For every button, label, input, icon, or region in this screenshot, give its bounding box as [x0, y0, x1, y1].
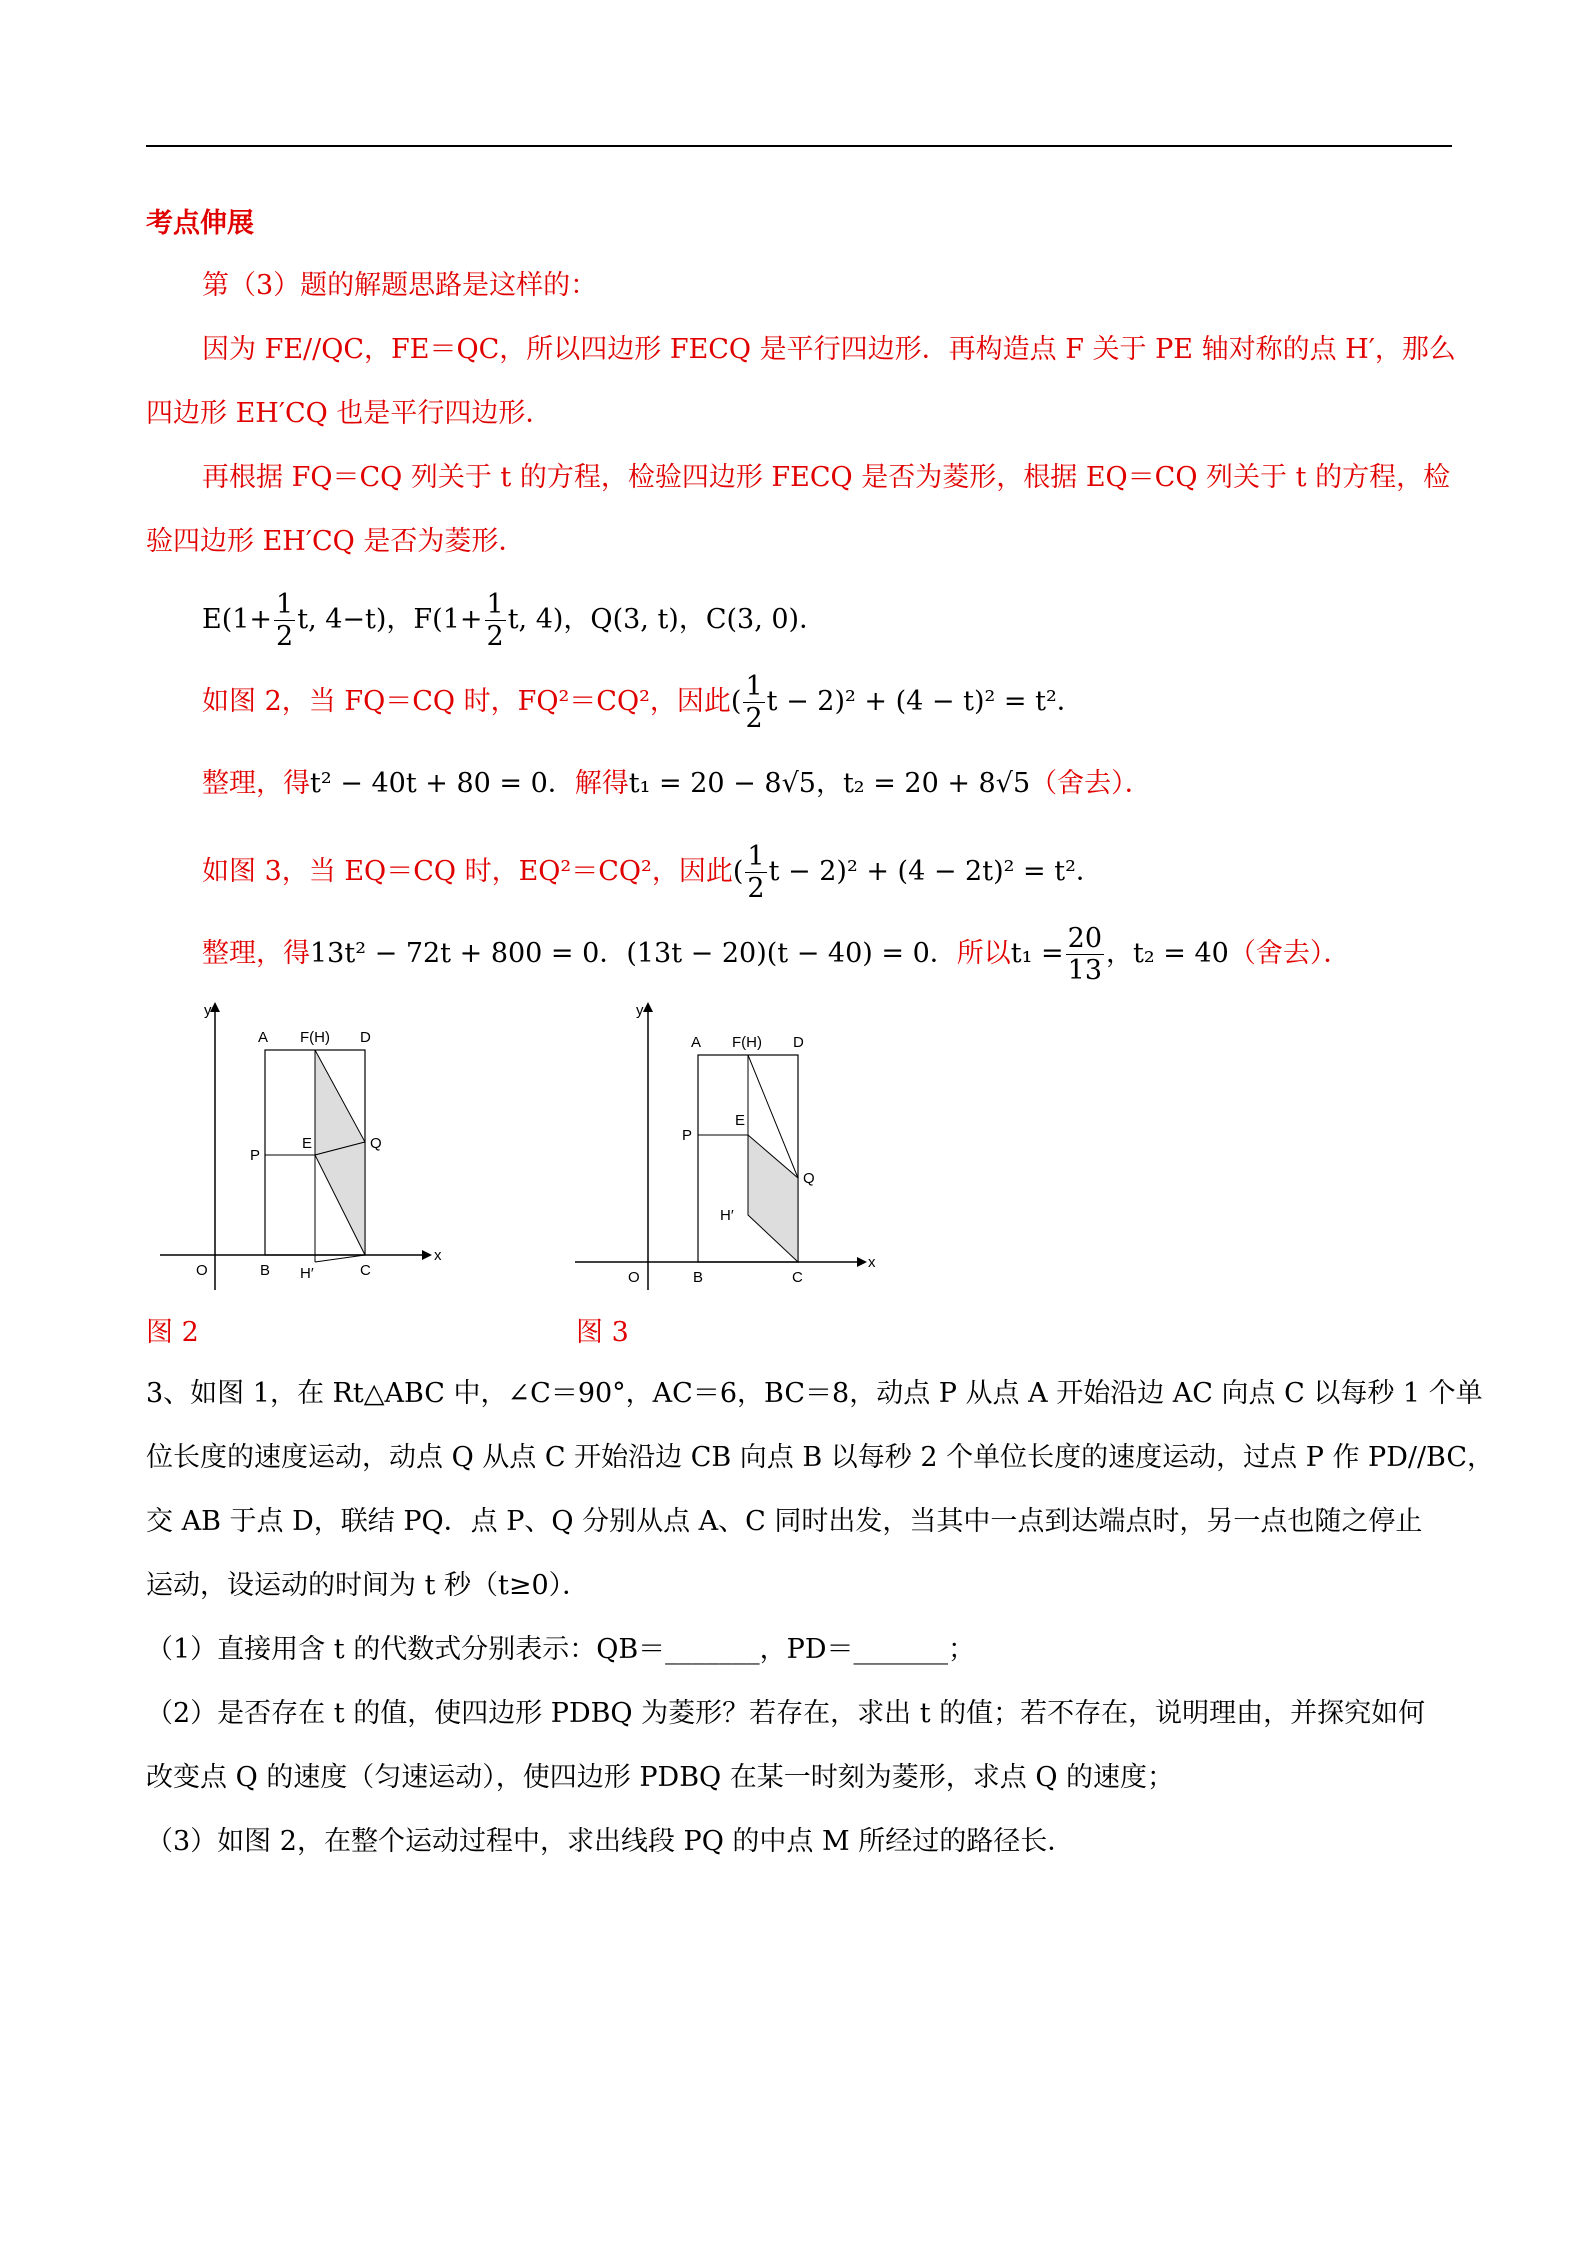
label-y: y — [636, 1002, 644, 1019]
label-hprime: H′ — [300, 1265, 314, 1282]
triangle-feq — [315, 1050, 365, 1155]
text-line-5: 验四边形 EH′CQ 是否为菱形． — [146, 526, 526, 557]
fraction-denominator: 2 — [486, 621, 504, 652]
fraction-numerator: 20 — [1067, 923, 1103, 954]
label-hprime: H′ — [720, 1207, 734, 1224]
label-d: D — [793, 1034, 804, 1051]
discard-text: （舍去）． — [1030, 768, 1152, 799]
problem-line-4: 运动，设运动的时间为 t 秒（t≥0）． — [146, 1570, 590, 1601]
label-fh: F(H) — [732, 1034, 762, 1051]
header-rule — [146, 145, 1452, 147]
problem-line-2: 位长度的速度运动，动点 Q 从点 C 开始沿边 CB 向点 B 以每秒 2 个单位长度的速度运动，过点 P 作 PD//BC， — [146, 1442, 1495, 1473]
label-q: Q — [803, 1170, 815, 1187]
y-axis-arrow — [643, 1002, 653, 1012]
coordinates-line — [202, 590, 826, 650]
solution-line-2 — [202, 924, 1350, 984]
label-q: Q — [370, 1135, 382, 1152]
label-c: C — [792, 1269, 803, 1286]
figure-2-diagram — [150, 1000, 450, 1300]
paren-open: ( — [730, 686, 742, 717]
label-d: D — [360, 1029, 371, 1046]
label-a: A — [691, 1034, 702, 1051]
label-b: B — [693, 1269, 704, 1286]
fraction-numerator: 1 — [486, 589, 504, 620]
roots-1: t₁ = 20 − 8√5，t₂ = 20 + 8√5 — [628, 768, 1031, 799]
fraction-denominator: 13 — [1067, 955, 1103, 986]
label-p: P — [250, 1147, 261, 1164]
parallelogram-ehcq — [748, 1135, 798, 1262]
root-2: ，t₂ = 40 — [1106, 938, 1229, 969]
y-axis-arrow — [210, 1002, 220, 1012]
fraction-numerator: 1 — [747, 841, 765, 872]
solve-text: 解得 — [574, 768, 629, 799]
figure-3-caption: 图 3 — [576, 1317, 629, 1348]
quadratic-1: t² − 40t + 80 = 0． — [310, 768, 575, 799]
discard-text: （舍去）． — [1228, 938, 1351, 969]
question-2-line-1: （2）是否存在 t 的值，使四边形 PDBQ 为菱形？若存在，求出 t 的值；若不存在，说明理由，并探究如何 — [146, 1698, 1426, 1729]
fraction-half — [274, 591, 295, 650]
fig3-condition-text: 如图 3，当 EQ＝CQ 时，EQ²＝CQ²，因此 — [202, 856, 733, 887]
label-a: A — [258, 1029, 269, 1046]
line-hc — [315, 1255, 365, 1262]
label-x: x — [868, 1254, 876, 1271]
arrange-text: 整理，得 — [202, 768, 310, 799]
section-heading: 考点伸展 — [146, 208, 254, 239]
fig2-equation: t − 2)² + (4 − t)² = t²． — [766, 686, 1084, 717]
root-label: t₁ = — [1010, 938, 1064, 969]
label-o: O — [196, 1262, 208, 1279]
coord-rest: t, 4)，Q(3, t)，C(3, 0)． — [507, 604, 827, 635]
label-p: P — [682, 1127, 693, 1144]
solution-line-1 — [202, 764, 1152, 804]
coord-e-start: E(1+ — [202, 604, 273, 635]
fig3-equation-line — [202, 842, 1103, 902]
fraction-half — [743, 673, 764, 732]
text-line-2: 因为 FE//QC，FE＝QC，所以四边形 FECQ 是平行四边形．再构造点 F 关于 PE 轴对称的点 H′，那么 — [202, 334, 1456, 365]
question-1: （1）直接用含 t 的代数式分别表示：QB＝_______，PD＝_______； — [146, 1634, 975, 1665]
text-line-3: 四边形 EH′CQ 也是平行四边形． — [146, 398, 553, 429]
x-axis-arrow — [422, 1250, 432, 1260]
figure-3-diagram — [570, 1000, 890, 1300]
label-e: E — [302, 1135, 313, 1152]
paren-open: ( — [732, 856, 744, 887]
quadratic-2: 13t² − 72t + 800 = 0．(13t − 20)(t − 40) = 0． — [310, 938, 957, 969]
text-line-4: 再根据 FQ＝CQ 列关于 t 的方程，检验四边形 FECQ 是否为菱形，根据 EQ＝CQ 列关于 t 的方程，检 — [202, 462, 1451, 493]
coord-e-f: t, 4−t)，F(1+ — [297, 604, 483, 635]
question-2-line-2: 改变点 Q 的速度（匀速运动），使四边形 PDBQ 在某一时刻为菱形，求点 Q 的速度； — [146, 1762, 1175, 1793]
therefore-text: 所以 — [956, 938, 1011, 969]
label-b: B — [260, 1262, 271, 1279]
label-o: O — [628, 1269, 640, 1286]
label-y: y — [204, 1002, 212, 1019]
label-fh: F(H) — [300, 1029, 330, 1046]
label-e: E — [735, 1112, 746, 1129]
fraction-numerator: 1 — [276, 589, 294, 620]
arrange-text: 整理，得 — [202, 938, 310, 969]
fraction-half — [745, 843, 766, 902]
question-3: （3）如图 2，在整个运动过程中，求出线段 PQ 的中点 M 所经过的路径长． — [146, 1826, 1075, 1857]
figure-2-caption: 图 2 — [146, 1317, 199, 1348]
label-c: C — [360, 1262, 371, 1279]
fraction-denominator: 2 — [276, 621, 294, 652]
text-line-1: 第（3）题的解题思路是这样的： — [202, 270, 598, 301]
fig2-condition-text: 如图 2，当 FQ＝CQ 时，FQ²＝CQ²，因此 — [202, 686, 731, 717]
x-axis-arrow — [857, 1257, 867, 1267]
problem-line-3: 交 AB 于点 D，联结 PQ．点 P、Q 分别从点 A、C 同时出发，当其中一点到达端点时，另一点也随之停止 — [146, 1506, 1423, 1537]
fig2-equation-line — [202, 672, 1084, 732]
fig3-equation: t − 2)² + (4 − 2t)² = t²． — [768, 856, 1103, 887]
fraction-half — [485, 591, 506, 650]
label-x: x — [434, 1247, 442, 1264]
fraction-numerator: 1 — [745, 671, 763, 702]
fraction-root — [1066, 925, 1104, 984]
fraction-denominator: 2 — [745, 703, 763, 734]
problem-line-1: 3、如图 1，在 Rt△ABC 中，∠C＝90°，AC＝6，BC＝8，动点 P 从点 A 开始沿边 AC 向点 C 以每秒 1 个单 — [146, 1378, 1483, 1409]
fraction-denominator: 2 — [747, 873, 765, 904]
triangle-eqc — [315, 1142, 365, 1255]
